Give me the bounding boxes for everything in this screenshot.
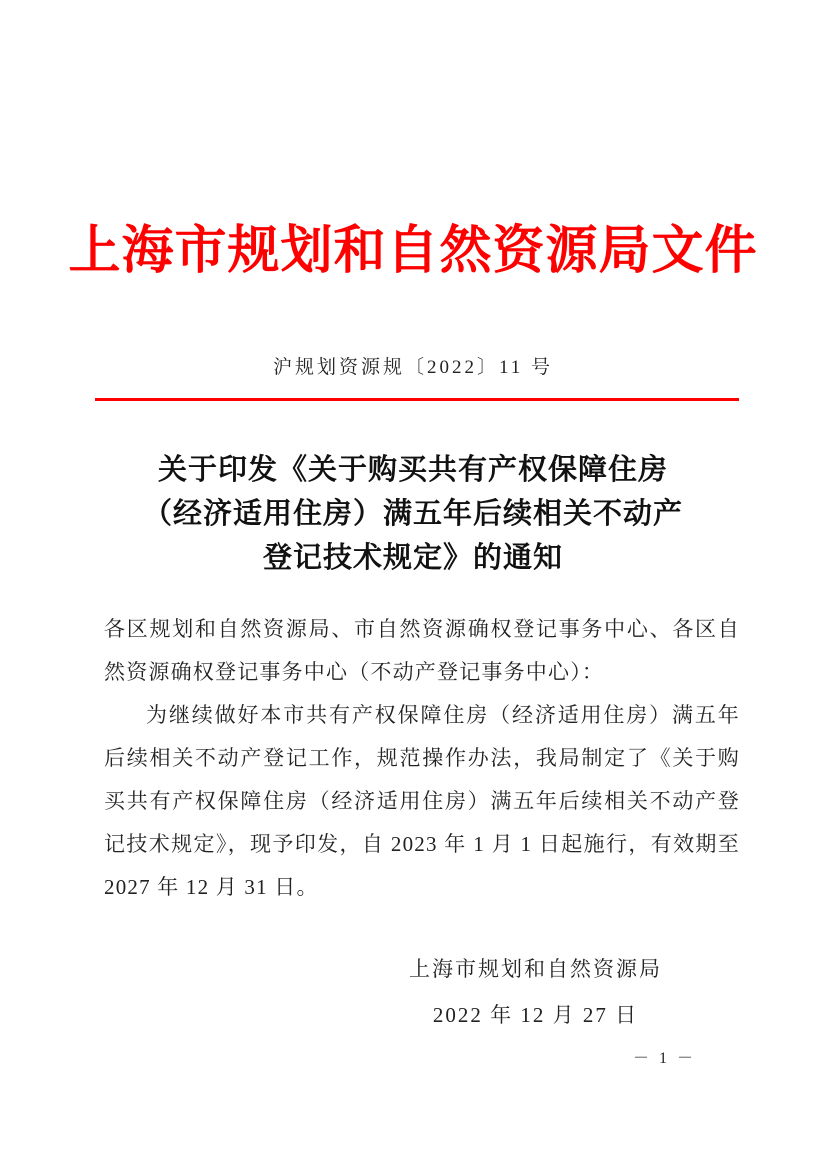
red-divider-line bbox=[95, 398, 739, 401]
notice-title bbox=[0, 448, 826, 580]
document-number: 沪规划资源规〔2022〕11 号 bbox=[272, 357, 554, 378]
notice-title-line-1: 关于印发《关于购买共有产权保障住房 bbox=[157, 454, 668, 486]
notice-body bbox=[104, 608, 740, 909]
main-paragraph: 为继续做好本市共有产权保障住房（经济适用住房）满五年后续相关不动产登记工作，规范操作办法，我局制定了《关于购买共有产权保障住房（经济适用住房）满五年后续相关不动产登记技术规定》，现予印发，自 2023 年 1 月 1 日起施行，有效期至 2027 年 12 月 31 日。 bbox=[104, 703, 740, 899]
page-number: － 1 － bbox=[632, 1050, 696, 1067]
notice-title-line-3: 登记技术规定》的通知 bbox=[262, 542, 563, 574]
salutation-paragraph: 各区规划和自然资源局、市自然资源确权登记事务中心、各区自然资源确权登记事务中心（不动产登记事务中心）： bbox=[104, 617, 740, 684]
signature-block bbox=[409, 946, 662, 1038]
notice-title-line-2: （经济适用住房）满五年后续相关不动产 bbox=[142, 498, 683, 530]
issue-date: 2022 年 12 月 27 日 bbox=[432, 1003, 639, 1027]
document-header-title: 上海市规划和自然资源局文件 bbox=[68, 223, 758, 280]
issuer-name: 上海市规划和自然资源局 bbox=[409, 957, 662, 981]
